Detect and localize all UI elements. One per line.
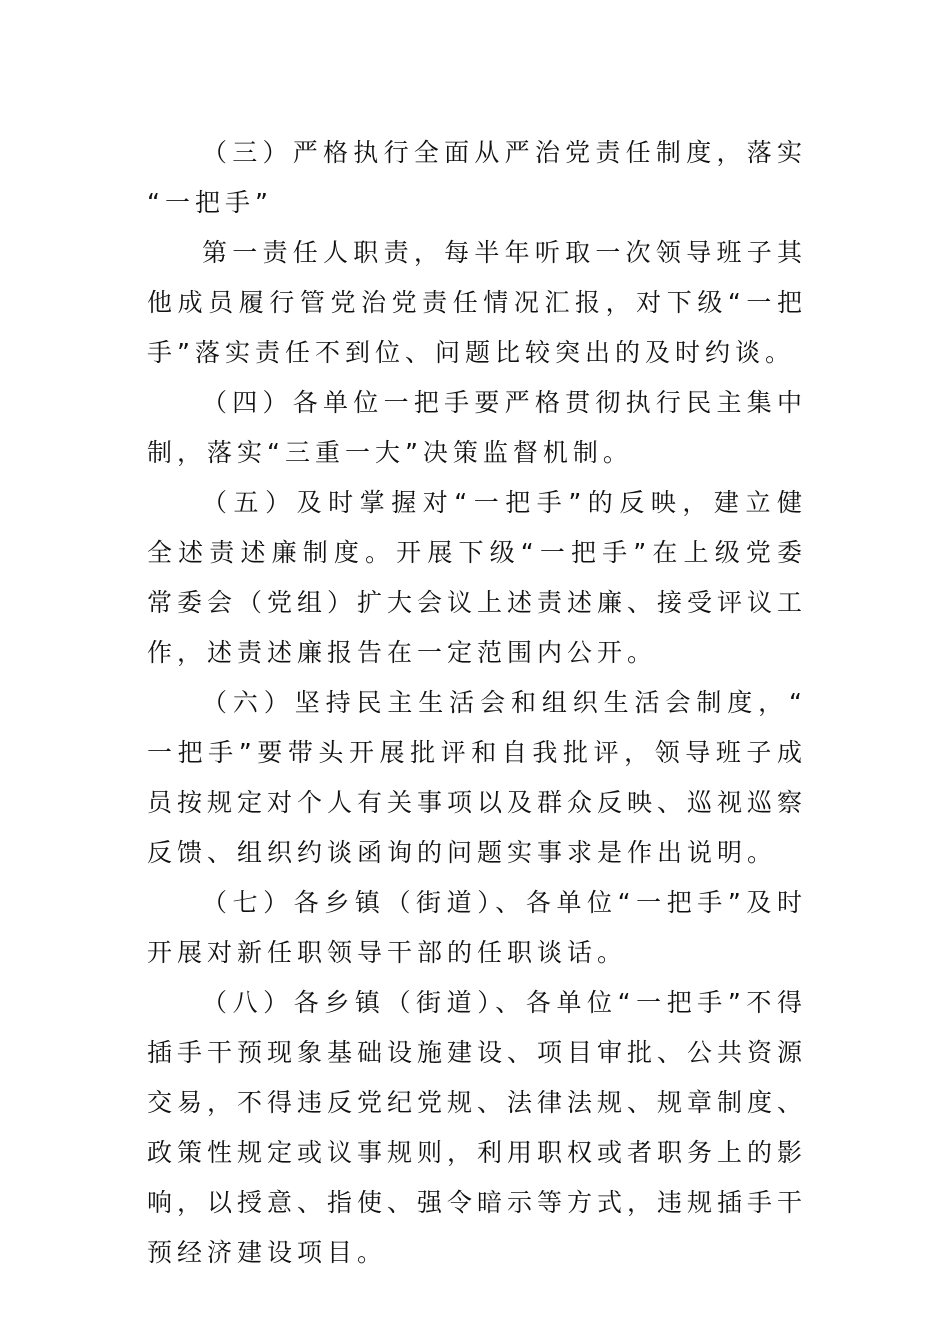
paragraph-section-5: （五）及时掌握对“一把手”的反映，建立健全述责述廉制度。开展下级“一把手”在上级党委常委会（党组）扩大会议上述责述廉、接受评议工作，述责述廉报告在一定范围内公开。	[147, 488, 808, 667]
document-body	[147, 128, 807, 1278]
paragraph-section-6: （六）坚持民主生活会和组织生活会制度，“一把手”要带头开展批评和自我批评，领导班子成员按规定对个人有关事项以及群众反映、巡视巡察反馈、组织约谈函询的问题实事求是作出说明。	[147, 688, 808, 867]
paragraph-section-8: （八）各乡镇（街道）、各单位“一把手”不得插手干预现象基础设施建设、项目审批、公共资源交易，不得违反党纪党规、法律法规、规章制度、政策性规定或议事规则，利用职权或者职务上的影响，以授意、指使、强令暗示等方式，违规插手干预经济建设项目。	[147, 988, 808, 1267]
paragraph-section-7: （七）各乡镇（街道）、各单位“一把手”及时开展对新任职领导干部的任职谈话。	[147, 888, 807, 967]
paragraph-section-3-heading: （三）严格执行全面从严治党责任制度，落实“一把手”	[147, 138, 807, 217]
paragraph-section-3-body: 第一责任人职责，每半年听取一次领导班子其他成员履行管党治党责任情况汇报，对下级“一把手”落实责任不到位、问题比较突出的及时约谈。	[147, 238, 807, 367]
paragraph-section-4: （四）各单位一把手要严格贯彻执行民主集中制，落实“三重一大”决策监督机制。	[147, 388, 807, 467]
